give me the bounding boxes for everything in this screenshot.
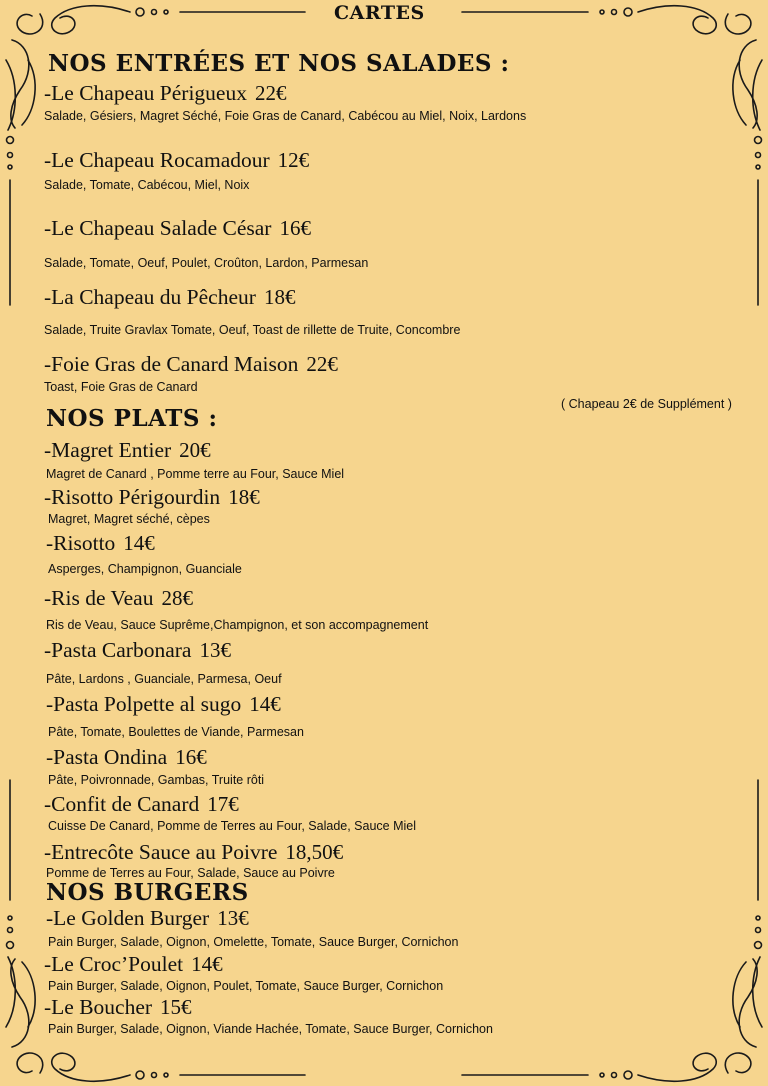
menu-item-name: -Magret Entier 20€ [44,438,211,462]
menu-item-name: -Ris de Veau 28€ [44,586,193,610]
menu-item-price: 14€ [249,692,281,716]
menu-item-price: 14€ [191,952,223,976]
menu-item-price: 18€ [263,285,296,309]
menu-item-price: 20€ [179,438,211,462]
menu-item-price: 22€ [254,81,287,105]
menu-item-description: Ris de Veau, Sauce Suprême,Champignon, et son accompagnement [46,618,429,632]
supplement-note: ( Chapeau 2€ de Supplément ) [561,397,732,411]
menu-item-name: -La Chapeau du Pêcheur 18€ [44,285,296,309]
menu-item-description: Toast, Foie Gras de Canard [44,380,198,394]
menu-item-description: Salade, Tomate, Oeuf, Poulet, Croûton, Lardon, Parmesan [44,256,369,270]
menu-item-description: Asperges, Champignon, Guanciale [48,562,242,576]
menu-item-price: 22€ [306,352,338,376]
menu-item-description: Pâte, Lardons , Guanciale, Parmesa, Oeuf [46,672,282,686]
menu-item-name: -Le Chapeau Rocamadour 12€ [44,148,310,172]
section-title-plats: NOS PLATS : [46,405,218,432]
page-title: CARTES [334,2,425,24]
menu-item-description: Pâte, Tomate, Boulettes de Viande, Parmesan [48,725,304,739]
menu-item-name: -Le Golden Burger 13€ [46,906,249,930]
menu-item-price: 13€ [217,906,249,930]
menu-item-description: Pâte, Poivronnade, Gambas, Truite rôti [48,773,265,787]
menu-item-name: -Pasta Carbonara 13€ [44,638,231,662]
menu-item-name: -Pasta Ondina 16€ [46,745,207,769]
menu-item-price: 13€ [199,638,231,662]
menu-item-name: -Risotto Périgourdin 18€ [44,485,260,509]
menu-item-name: -Le Boucher 15€ [44,995,192,1019]
menu-item-price: 28€ [161,586,193,610]
menu-item-description: Cuisse De Canard, Pomme de Terres au Four, Salade, Sauce Miel [48,819,417,833]
menu-item-name: -Le Croc’Poulet 14€ [44,952,223,976]
menu-item-price: 14€ [123,531,155,555]
menu-item-name: -Pasta Polpette al sugo 14€ [46,692,281,716]
menu-item-name: -Le Chapeau Périgueux 22€ [44,81,287,105]
menu-item-description: Pomme de Terres au Four, Salade, Sauce au Poivre [46,866,335,880]
section-title-burgers: NOS BURGERS [46,879,249,906]
menu-item-description: Pain Burger, Salade, Oignon, Viande Hachée, Tomate, Sauce Burger, Cornichon [48,1022,493,1036]
menu-item-price: 18€ [228,485,260,509]
menu-item-description: Salade, Truite Gravlax Tomate, Oeuf, Toast de rillette de Truite, Concombre [44,323,461,337]
section-title-entrees: NOS ENTRÉES ET NOS SALADES : [48,50,510,77]
menu-item-price: 12€ [277,148,310,172]
menu-item-description: Salade, Gésiers, Magret Séché, Foie Gras de Canard, Cabécou au Miel, Noix, Lardons [44,109,527,123]
menu-item-name: -Le Chapeau Salade César 16€ [44,216,311,240]
menu-item-name: -Entrecôte Sauce au Poivre 18,50€ [44,840,344,864]
menu-item-price: 16€ [175,745,207,769]
menu-item-description: Salade, Tomate, Cabécou, Miel, Noix [44,178,250,192]
menu-item-description: Magret, Magret séché, cèpes [48,512,210,526]
menu-item-price: 17€ [207,792,239,816]
menu-item-description: Pain Burger, Salade, Oignon, Poulet, Tomate, Sauce Burger, Cornichon [48,979,444,993]
menu-item-price: 16€ [279,216,311,240]
menu-item-name: -Risotto 14€ [46,531,155,555]
menu-item-description: Pain Burger, Salade, Oignon, Omelette, Tomate, Sauce Burger, Cornichon [48,935,459,949]
menu-item-price: 15€ [160,995,192,1019]
menu-item-name: -Confit de Canard 17€ [44,792,239,816]
menu-item-name: -Foie Gras de Canard Maison 22€ [44,352,338,376]
menu-item-description: Magret de Canard , Pomme terre au Four, Sauce Miel [46,467,345,481]
menu-item-price: 18,50€ [285,840,344,864]
